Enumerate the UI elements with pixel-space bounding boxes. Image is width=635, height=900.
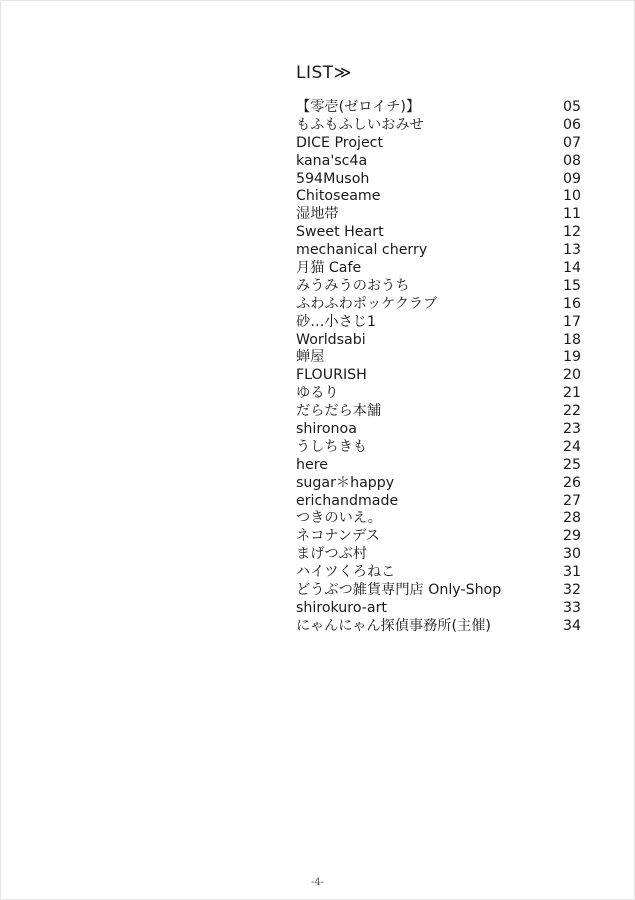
- toc-entry-page: 10: [563, 188, 582, 205]
- toc-entry-page: 19: [563, 349, 582, 366]
- toc-entry-name: FLOURISH: [296, 367, 367, 384]
- toc-entry-page: 32: [563, 582, 582, 599]
- toc-entry: [296, 314, 586, 332]
- toc-entry-page: 11: [563, 206, 582, 223]
- toc-entry-page: 14: [563, 260, 582, 277]
- toc-entry-page: 26: [563, 474, 582, 491]
- toc-entry: [296, 242, 586, 260]
- toc-entry-name: Chitoseame: [296, 188, 381, 205]
- toc-entry-page: 09: [563, 170, 582, 187]
- toc-entry: [296, 188, 586, 206]
- toc-entry-name: どうぶつ雑貨専門店 Only-Shop: [296, 582, 502, 599]
- toc-entry-name: mechanical cherry: [296, 242, 428, 259]
- toc-entry-name: まげつぶ村: [296, 546, 367, 563]
- toc-entry-page: 29: [563, 528, 582, 545]
- toc-entry: [296, 206, 586, 224]
- toc-entry: [296, 403, 586, 421]
- toc-entry-page: 23: [563, 421, 582, 438]
- toc-entry-name: だらだら本舗: [296, 403, 382, 420]
- toc-entry: [296, 564, 586, 582]
- toc-entry: [296, 457, 586, 475]
- toc-entry-page: 21: [563, 385, 582, 402]
- toc-entry-name: 594Musoh: [296, 170, 370, 187]
- toc-entry: [296, 153, 586, 171]
- toc-entry-page: 25: [563, 456, 582, 473]
- toc-entry-page: 31: [563, 564, 582, 581]
- toc-entry-page: 33: [563, 599, 582, 616]
- toc-entry-name: にゃんにゃん探偵事務所(主催): [296, 617, 491, 634]
- toc-entry: [296, 349, 586, 367]
- toc-entry: [296, 582, 586, 600]
- toc-entry-page: 16: [563, 295, 582, 312]
- toc-entry-name: 砂…小さじ1: [296, 313, 376, 330]
- toc-entry-page: 06: [563, 116, 582, 133]
- toc-entry-name: Worldsabi: [296, 331, 366, 348]
- toc-entry-page: 07: [563, 134, 582, 151]
- toc-entry-page: 12: [563, 224, 582, 241]
- toc-entry-page: 17: [563, 313, 582, 330]
- toc-entry-name: erichandmade: [296, 492, 399, 509]
- toc-entry: [296, 421, 586, 439]
- toc-entry: [296, 385, 586, 403]
- toc-entry-name: みうみうのおうち: [296, 277, 410, 294]
- toc-entry-page: 34: [563, 617, 582, 634]
- toc-entry-name: ゆるり: [296, 385, 339, 402]
- toc-entry-name: もふもふしいおみせ: [296, 116, 424, 133]
- toc-entry-name: 湿地帯: [296, 206, 339, 223]
- toc-entry: [296, 224, 586, 242]
- toc-entry-name: sugar＊happy: [296, 474, 395, 491]
- toc-entry-name: shirokuro-art: [296, 599, 387, 616]
- toc-entry-name: ふわふわポッケクラブ: [296, 295, 438, 312]
- toc-entry-page: 20: [563, 367, 582, 384]
- toc-entry-name: 月猫 Cafe: [296, 260, 362, 277]
- toc-entry-page: 28: [563, 510, 582, 527]
- toc-entry: [296, 260, 586, 278]
- toc-entry-name: うしちきも: [296, 438, 367, 455]
- toc-entry-page: 13: [563, 242, 582, 259]
- toc-entry-page: 30: [563, 546, 582, 563]
- toc-entry-page: 27: [563, 492, 582, 509]
- toc-entry: [296, 510, 586, 528]
- toc-entry: [296, 171, 586, 189]
- toc-entry: [296, 117, 586, 135]
- toc-entry: [296, 296, 586, 314]
- toc-entry-name: 【零壱(ゼロイチ)】: [296, 99, 421, 115]
- toc-entry-name: ハイツくろねこ: [296, 564, 396, 581]
- toc-entry: [296, 618, 586, 636]
- toc-entry: [296, 135, 586, 153]
- toc-entry-name: shironoa: [296, 421, 357, 438]
- toc-entry-page: 18: [563, 331, 582, 348]
- toc-entry: [296, 528, 586, 546]
- toc-entry-name: つきのいえ。: [296, 510, 382, 527]
- page-title: LIST≫: [296, 63, 352, 83]
- toc-entry-name: kana'sc4a: [296, 152, 368, 169]
- toc-entry: [296, 367, 586, 385]
- toc-entry-page: 22: [563, 403, 582, 420]
- toc-entry-name: here: [296, 456, 328, 473]
- toc-entry-name: ネコナンデス: [296, 528, 380, 545]
- toc-entry: [296, 99, 586, 117]
- toc-entry-page: 15: [563, 277, 582, 294]
- toc-entry-name: DICE Project: [296, 134, 384, 151]
- toc-entry-page: 05: [563, 99, 582, 115]
- toc-entry-name: 蝉屋: [296, 349, 325, 366]
- toc-entry: [296, 332, 586, 350]
- toc-entry: [296, 600, 586, 618]
- toc-entry-page: 24: [563, 438, 582, 455]
- toc-entry: [296, 546, 586, 564]
- page-number: -4-: [310, 877, 325, 888]
- toc-entry: [296, 475, 586, 493]
- toc-entry: [296, 493, 586, 511]
- toc-entry: [296, 278, 586, 296]
- toc-entry-page: 08: [563, 152, 582, 169]
- table-of-contents: [296, 99, 586, 636]
- toc-entry-name: Sweet Heart: [296, 224, 384, 241]
- toc-entry: [296, 439, 586, 457]
